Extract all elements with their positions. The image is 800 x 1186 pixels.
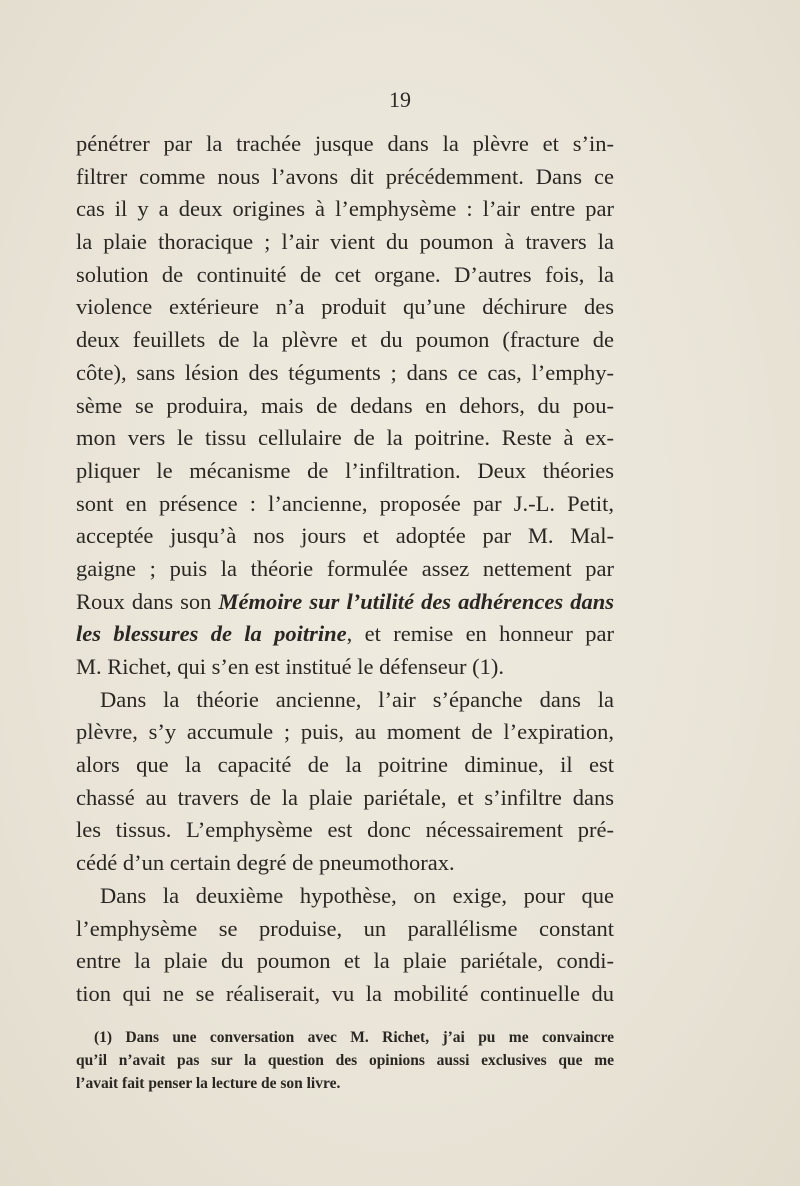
page-number: 19 [389, 87, 411, 112]
text-line: gaigne ; puis la théorie formulée assez nettement par [76, 555, 614, 581]
footnote-line: (1) Dans une conversation avec M. Richet, j’ai pu me convaincre [94, 1029, 614, 1046]
footnote-line: qu’il n’avait pas sur la question des opinions aussi exclusives que me [76, 1052, 614, 1069]
text-line: cas il y a deux origines à l’emphysème : l’air entre par [76, 196, 614, 222]
text-line: plèvre, s’y accumule ; puis, au moment de l’expiration, [76, 719, 614, 745]
text-line: violence extérieure n’a produit qu’une déchirure des [76, 294, 614, 320]
text-line: pénétrer par la trachée jusque dans la plèvre et s’in- [76, 131, 614, 156]
text-line: sème se produira, mais de dedans en dehors, du pou- [76, 392, 614, 418]
book-title-italic: les blessures de la poitrine [76, 621, 347, 647]
book-title-italic: Mémoire sur l’utilité des adhérences dans [218, 588, 614, 614]
text-line: mon vers le tissu cellulaire de la poitrine. Reste à ex- [76, 425, 614, 451]
text-line: tion qui ne se réaliserait, vu la mobilité continuelle du [76, 980, 614, 1006]
body-text [76, 128, 614, 1011]
text-line: filtrer comme nous l’avons dit précédemment. Dans ce [76, 163, 614, 189]
text-line: entre la plaie du poumon et la plaie pariétale, condi- [76, 948, 614, 974]
text-segment: , et remise en honneur par [346, 621, 614, 647]
text-line: acceptée jusqu’à nos jours et adoptée par M. Mal- [76, 523, 614, 549]
text-line: chassé au travers de la plaie pariétale, et s’infiltre dans [76, 784, 614, 810]
text-line: la plaie thoracique ; l’air vient du poumon à travers la [76, 229, 614, 255]
text-line: pliquer le mécanisme de l’infiltration. Deux théories [76, 457, 614, 483]
text-line: sont en présence : l’ancienne, proposée par J.-L. Petit, [76, 490, 614, 516]
text-line: solution de continuité de cet organe. D’autres fois, la [76, 261, 614, 287]
text-line: l’emphysème se produise, un parallélisme constant [76, 915, 614, 941]
footnote [76, 1026, 614, 1095]
text-line: M. Richet, qui s’en est institué le défenseur (1). [76, 654, 505, 679]
footnote-line: l’avait fait penser la lecture de son livre. [76, 1075, 341, 1092]
text-line-mixed [76, 586, 614, 619]
text-line-mixed [76, 618, 614, 651]
text-line: cédé d’un certain degré de pneumothorax. [76, 850, 455, 876]
text-segment: Roux dans son [76, 588, 212, 614]
text-line: Dans la théorie ancienne, l’air s’épanche dans la [100, 686, 614, 712]
text-line: alors que la capacité de la poitrine diminue, il est [76, 752, 614, 778]
text-line: côte), sans lésion des téguments ; dans ce cas, l’emphy- [76, 359, 614, 385]
text-line: les tissus. L’emphysème est donc nécessairement pré- [76, 817, 614, 843]
text-line: deux feuillets de la plèvre et du poumon (fracture de [76, 327, 614, 353]
text-line: Dans la deuxième hypothèse, on exige, pour que [100, 882, 614, 908]
